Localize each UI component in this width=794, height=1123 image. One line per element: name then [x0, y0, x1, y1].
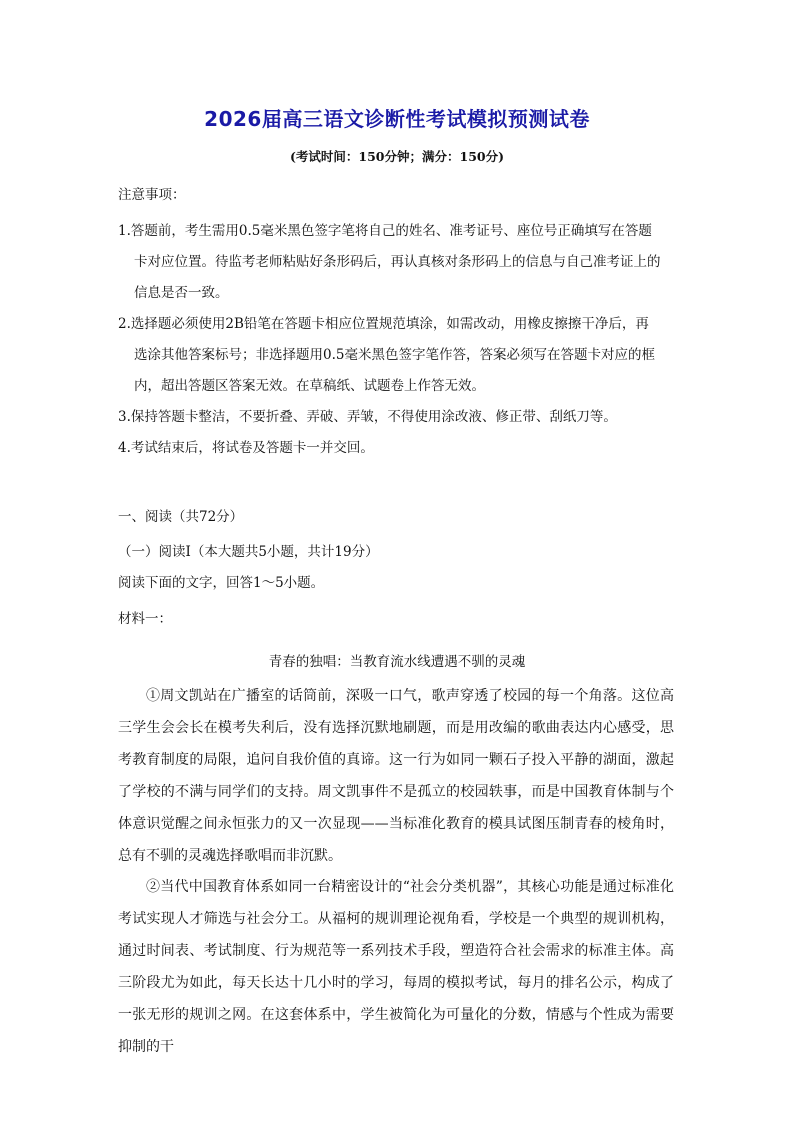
page-title: 2026届高三语文诊断性考试模拟预测试卷 [204, 107, 590, 131]
notice-line: 信息是否一致。 [134, 285, 229, 301]
notice-line: 1.答题前，考生需用0.5毫米黑色签字笔将自己的姓名、准考证号、座位号正确填写在答题 [118, 223, 652, 239]
section-heading: 一、阅读（共72分） [118, 509, 244, 525]
notice-line: 内，超出答题区答案无效。在草稿纸、试题卷上作答无效。 [134, 378, 485, 394]
exam-info: (考试时间：150分钟；满分：150分) [289, 149, 504, 164]
notice-line: 2.选择题必须使用2B铅笔在答题卡相应位置规范填涂，如需改动，用橡皮擦擦干净后，再 [118, 316, 649, 332]
article-title: 青春的独唱：当教育流水线遭遇不驯的灵魂 [268, 654, 526, 670]
article-paragraph: ②当代中国教育体系如同一台精密设计的“社会分类机器”，其核心功能是通过标准化考试实现人才筛选与社会分工。从福柯的规训理论视角看，学校是一个典型的规训机构，通过时间表、考试制度、行为规范等一系列技术手段，塑造符合社会需求的标准主体。高三阶段尤为如此，每天长达十几小时的学习，每周的模拟考试，每月的排名公示，构成了一张无形的规训之网。在这套体系中，学生被简化为可量化的分数，情感与个性成为需要抑制的干 [118, 879, 674, 1055]
notice-line: 卡对应位置。待监考老师粘贴好条形码后，再认真核对条形码上的信息与自己准考证上的 [134, 254, 661, 270]
sub-section-heading: （一）阅读Ⅰ（本大题共5小题，共计19分） [118, 544, 379, 560]
notice-line: 4.考试结束后，将试卷及答题卡一并交回。 [118, 440, 374, 456]
notice-line: 3.保持答题卡整洁，不要折叠、弄破、弄皱，不得使用涂改液、修正带、刮纸刀等。 [118, 409, 617, 425]
notice-heading: 注意事项： [118, 187, 186, 203]
article-paragraph: ①周文凯站在广播室的话筒前，深吸一口气，歌声穿透了校园的每一个角落。这位高三学生会会长在模考失利后，没有选择沉默地刷题，而是用改编的歌曲表达内心感受，思考教育制度的局限，追问自我价值的真谛。这一行为如同一颗石子投入平静的湖面，激起了学校的不满与同学们的支持。周文凯事件不是孤立的校园轶事，而是中国教育体制与个体意识觉醒之间永恒张力的又一次显现——当标准化教育的模具试图压制青春的棱角时，总有不驯的灵魂选择歌唱而非沉默。 [118, 688, 674, 864]
material-label: 材料一： [118, 611, 172, 627]
instruction: 阅读下面的文字，回答1～5小题。 [118, 575, 325, 591]
notice-line: 选涂其他答案标号；非选择题用0.5毫米黑色签字笔作答，答案必须写在答题卡对应的框 [134, 347, 655, 363]
